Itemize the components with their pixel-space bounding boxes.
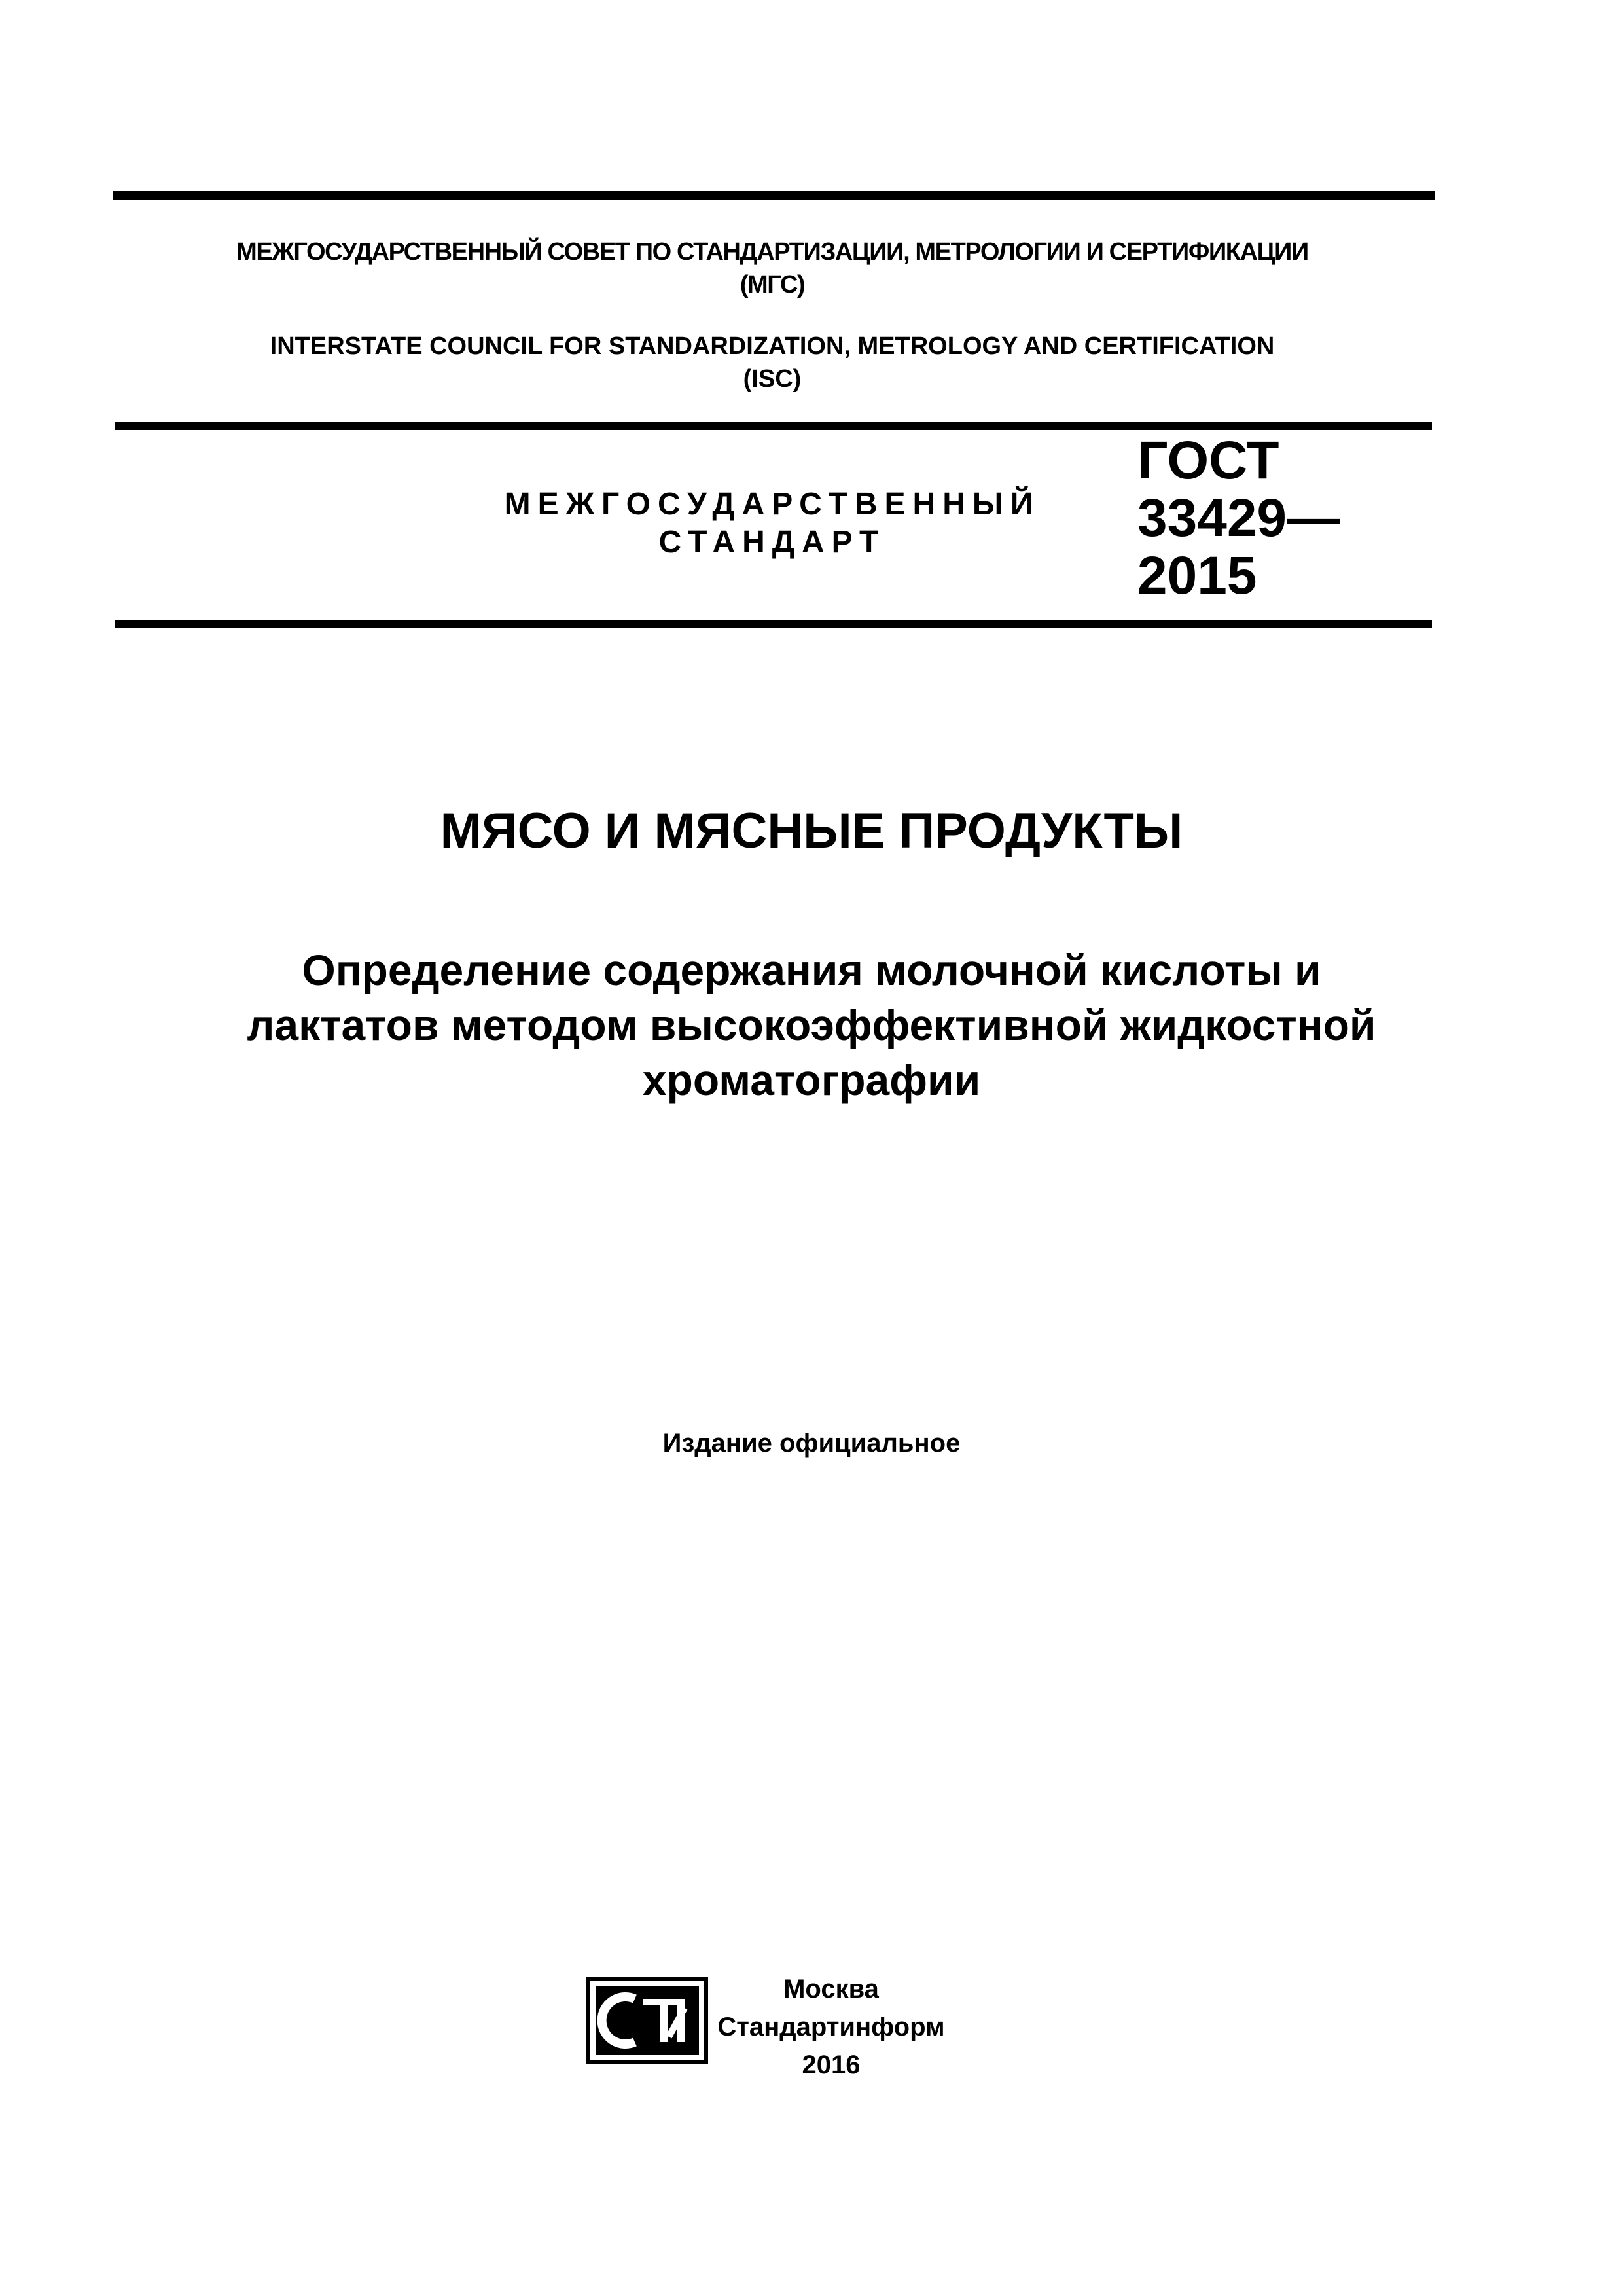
publisher-name: Стандартинформ (717, 2013, 945, 2041)
document-title: МЯСО И МЯСНЫЕ ПРОДУКТЫ (440, 803, 1183, 859)
top-rule (113, 191, 1435, 200)
standard-rule (115, 620, 1432, 628)
header-rule (115, 422, 1432, 430)
standard-kind: МЕЖГОСУДАРСТВЕННЫЙ СТАНДАРТ (504, 487, 1041, 560)
publisher-city: Москва (783, 1975, 879, 2003)
gost-code: ГОСТ 33429— 2015 (1137, 431, 1341, 605)
standartinform-logo-icon (586, 1977, 708, 2064)
council-name-ru: МЕЖГОСУДАРСТВЕННЫЙ СОВЕТ ПО СТАНДАРТИЗАЦИИ, МЕТРОЛОГИИ И СЕРТИФИКАЦИИ (МГС) (236, 238, 1308, 298)
publisher-year: 2016 (802, 2051, 861, 2079)
council-name-en: INTERSTATE COUNCIL FOR STANDARDIZATION, METROLOGY AND CERTIFICATION (ISC) (270, 332, 1275, 393)
edition-label: Издание официальное (662, 1429, 961, 1458)
document-subtitle: Определение содержания молочной кислоты и лактатов методом высокоэффективной жидкостной хроматографии (247, 946, 1376, 1104)
publisher-imprint (713, 1970, 949, 2084)
